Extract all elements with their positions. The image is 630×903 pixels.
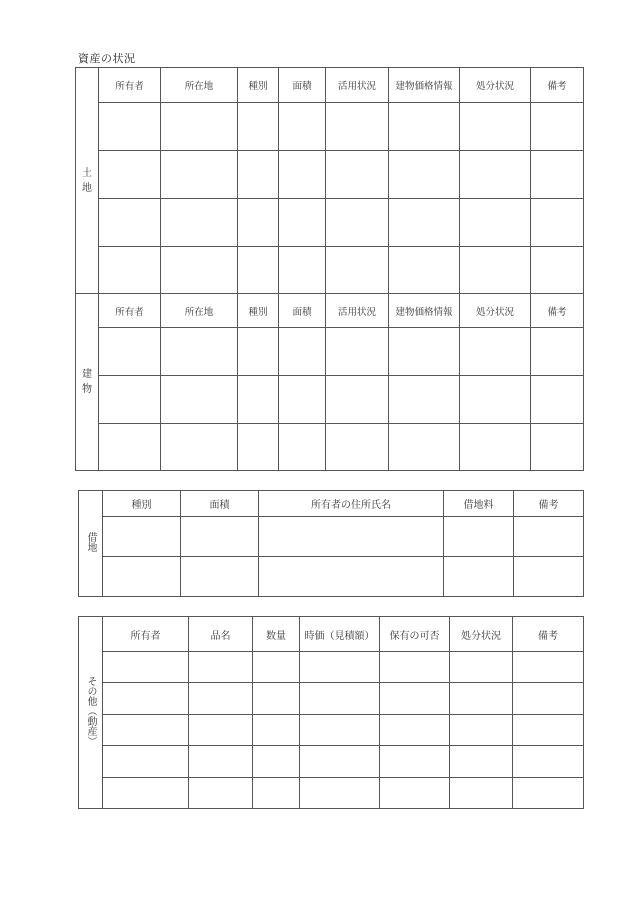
- other-quantity-cell[interactable]: [253, 715, 300, 746]
- leased-land-row: [79, 517, 584, 557]
- building-price-info-cell[interactable]: [389, 424, 460, 471]
- other-disposal-cell[interactable]: [450, 746, 513, 778]
- building-price-info-cell[interactable]: [389, 376, 460, 424]
- land-remarks-cell[interactable]: [531, 247, 584, 294]
- leased-land-table: [78, 490, 584, 597]
- building-owner-cell[interactable]: [99, 376, 161, 424]
- column-header: 所有者の住所氏名: [259, 491, 444, 517]
- column-header: 備考: [513, 617, 584, 652]
- column-header: 備考: [514, 491, 584, 517]
- building-type-cell[interactable]: [238, 328, 279, 376]
- column-header: 所有者: [103, 617, 189, 652]
- leased-land-header-row: [79, 491, 584, 517]
- land-price-info-cell[interactable]: [389, 199, 460, 247]
- column-header: 備考: [531, 68, 584, 103]
- column-header: 面積: [279, 68, 326, 103]
- land-type-cell[interactable]: [238, 103, 279, 151]
- column-header: 種別: [238, 294, 279, 328]
- other-value-cell[interactable]: [300, 652, 380, 683]
- land-header-row: [76, 68, 584, 103]
- land-row: [76, 151, 584, 199]
- leased-owner-address-cell[interactable]: [259, 557, 444, 597]
- land-section-label: [76, 68, 99, 294]
- land-area-cell[interactable]: [279, 247, 326, 294]
- column-header: 所有者: [99, 68, 161, 103]
- land-disposal-cell[interactable]: [460, 151, 531, 199]
- building-remarks-cell[interactable]: [531, 424, 584, 471]
- column-header: 所在地: [161, 294, 238, 328]
- other-value-cell[interactable]: [300, 778, 380, 809]
- other-assets-table: [78, 616, 584, 809]
- land-usage-cell[interactable]: [326, 151, 389, 199]
- building-label-char: 物: [82, 384, 92, 395]
- building-price-info-cell[interactable]: [389, 328, 460, 376]
- land-remarks-cell[interactable]: [531, 151, 584, 199]
- building-area-cell[interactable]: [279, 376, 326, 424]
- other-row: [79, 652, 584, 683]
- other-remarks-cell[interactable]: [513, 746, 584, 778]
- column-header: 面積: [279, 294, 326, 328]
- land-type-cell[interactable]: [238, 151, 279, 199]
- land-location-cell[interactable]: [161, 151, 238, 199]
- column-header: 所在地: [161, 68, 238, 103]
- column-header: 数量: [253, 617, 300, 652]
- leased-area-cell[interactable]: [181, 557, 259, 597]
- leased-land-label: 借地: [85, 532, 96, 552]
- other-retain-cell[interactable]: [380, 746, 450, 778]
- other-disposal-cell[interactable]: [450, 683, 513, 715]
- leased-type-cell[interactable]: [103, 557, 181, 597]
- other-item-name-cell[interactable]: [189, 746, 253, 778]
- building-row: [76, 328, 584, 376]
- other-retain-cell[interactable]: [380, 778, 450, 809]
- other-row: [79, 683, 584, 715]
- land-usage-cell[interactable]: [326, 103, 389, 151]
- other-remarks-cell[interactable]: [513, 652, 584, 683]
- other-owner-cell[interactable]: [103, 683, 189, 715]
- other-remarks-cell[interactable]: [513, 715, 584, 746]
- other-item-name-cell[interactable]: [189, 715, 253, 746]
- other-retain-cell[interactable]: [380, 683, 450, 715]
- column-header: 保有の可否: [380, 617, 450, 652]
- column-header: 建物価格情報: [389, 294, 460, 328]
- other-owner-cell[interactable]: [103, 652, 189, 683]
- building-location-cell[interactable]: [161, 328, 238, 376]
- column-header: 借地料: [444, 491, 514, 517]
- other-section-label: [79, 617, 103, 809]
- other-owner-cell[interactable]: [103, 778, 189, 809]
- building-label-char: 建: [82, 369, 92, 380]
- leased-owner-address-cell[interactable]: [259, 517, 444, 557]
- other-quantity-cell[interactable]: [253, 683, 300, 715]
- land-owner-cell[interactable]: [99, 103, 161, 151]
- leased-land-section-label: [79, 491, 103, 597]
- land-area-cell[interactable]: [279, 199, 326, 247]
- other-owner-cell[interactable]: [103, 715, 189, 746]
- land-owner-cell[interactable]: [99, 151, 161, 199]
- column-header: 種別: [238, 68, 279, 103]
- other-disposal-cell[interactable]: [450, 652, 513, 683]
- other-disposal-cell[interactable]: [450, 778, 513, 809]
- land-disposal-cell[interactable]: [460, 199, 531, 247]
- building-disposal-cell[interactable]: [460, 424, 531, 471]
- building-type-cell[interactable]: [238, 424, 279, 471]
- land-disposal-cell[interactable]: [460, 103, 531, 151]
- building-header-row: [76, 294, 584, 328]
- other-value-cell[interactable]: [300, 683, 380, 715]
- other-label: その他（動産）: [85, 676, 96, 746]
- other-disposal-cell[interactable]: [450, 715, 513, 746]
- other-quantity-cell[interactable]: [253, 652, 300, 683]
- other-item-name-cell[interactable]: [189, 778, 253, 809]
- building-disposal-cell[interactable]: [460, 376, 531, 424]
- land-location-cell[interactable]: [161, 247, 238, 294]
- land-location-cell[interactable]: [161, 103, 238, 151]
- column-header: 備考: [531, 294, 584, 328]
- other-value-cell[interactable]: [300, 746, 380, 778]
- column-header: 面積: [181, 491, 259, 517]
- land-row: [76, 199, 584, 247]
- other-owner-cell[interactable]: [103, 746, 189, 778]
- other-item-name-cell[interactable]: [189, 652, 253, 683]
- land-price-info-cell[interactable]: [389, 247, 460, 294]
- other-quantity-cell[interactable]: [253, 746, 300, 778]
- building-location-cell[interactable]: [161, 376, 238, 424]
- building-remarks-cell[interactable]: [531, 328, 584, 376]
- land-label-char: 地: [82, 182, 92, 194]
- other-remarks-cell[interactable]: [513, 683, 584, 715]
- column-header: 処分状況: [450, 617, 513, 652]
- land-owner-cell[interactable]: [99, 199, 161, 247]
- land-type-cell[interactable]: [238, 199, 279, 247]
- column-header: 建物価格情報: [389, 68, 460, 103]
- column-header: 活用状況: [326, 294, 389, 328]
- building-disposal-cell[interactable]: [460, 328, 531, 376]
- building-type-cell[interactable]: [238, 376, 279, 424]
- land-price-info-cell[interactable]: [389, 151, 460, 199]
- land-usage-cell[interactable]: [326, 199, 389, 247]
- other-remarks-cell[interactable]: [513, 778, 584, 809]
- leased-land-row: [79, 557, 584, 597]
- other-row: [79, 778, 584, 809]
- column-header: 時価（見積額）: [300, 617, 380, 652]
- building-row: [76, 424, 584, 471]
- building-location-cell[interactable]: [161, 424, 238, 471]
- building-usage-cell[interactable]: [326, 328, 389, 376]
- building-row: [76, 376, 584, 424]
- land-remarks-cell[interactable]: [531, 199, 584, 247]
- land-row: [76, 103, 584, 151]
- other-retain-cell[interactable]: [380, 652, 450, 683]
- column-header: 品名: [189, 617, 253, 652]
- leased-remarks-cell[interactable]: [514, 557, 584, 597]
- building-owner-cell[interactable]: [99, 424, 161, 471]
- other-value-cell[interactable]: [300, 715, 380, 746]
- land-remarks-cell[interactable]: [531, 103, 584, 151]
- column-header: 活用状況: [326, 68, 389, 103]
- leased-remarks-cell[interactable]: [514, 517, 584, 557]
- other-item-name-cell[interactable]: [189, 683, 253, 715]
- leased-rent-cell[interactable]: [444, 517, 514, 557]
- other-header-row: [79, 617, 584, 652]
- leased-type-cell[interactable]: [103, 517, 181, 557]
- building-usage-cell[interactable]: [326, 424, 389, 471]
- column-header: 所有者: [99, 294, 161, 328]
- other-row: [79, 746, 584, 778]
- building-remarks-cell[interactable]: [531, 376, 584, 424]
- land-owner-cell[interactable]: [99, 247, 161, 294]
- page-title: 資産の状況: [78, 52, 136, 65]
- other-row: [79, 715, 584, 746]
- land-price-info-cell[interactable]: [389, 103, 460, 151]
- land-area-cell[interactable]: [279, 103, 326, 151]
- land-disposal-cell[interactable]: [460, 247, 531, 294]
- assets-table: [75, 67, 584, 471]
- building-area-cell[interactable]: [279, 424, 326, 471]
- land-label-char: 土: [82, 167, 92, 179]
- building-area-cell[interactable]: [279, 328, 326, 376]
- leased-rent-cell[interactable]: [444, 557, 514, 597]
- building-usage-cell[interactable]: [326, 376, 389, 424]
- land-location-cell[interactable]: [161, 199, 238, 247]
- column-header: 処分状況: [460, 294, 531, 328]
- land-area-cell[interactable]: [279, 151, 326, 199]
- other-quantity-cell[interactable]: [253, 778, 300, 809]
- building-section-label: [76, 294, 99, 471]
- land-row: [76, 247, 584, 294]
- other-retain-cell[interactable]: [380, 715, 450, 746]
- column-header: 種別: [103, 491, 181, 517]
- land-type-cell[interactable]: [238, 247, 279, 294]
- building-owner-cell[interactable]: [99, 328, 161, 376]
- land-usage-cell[interactable]: [326, 247, 389, 294]
- column-header: 処分状況: [460, 68, 531, 103]
- leased-area-cell[interactable]: [181, 517, 259, 557]
